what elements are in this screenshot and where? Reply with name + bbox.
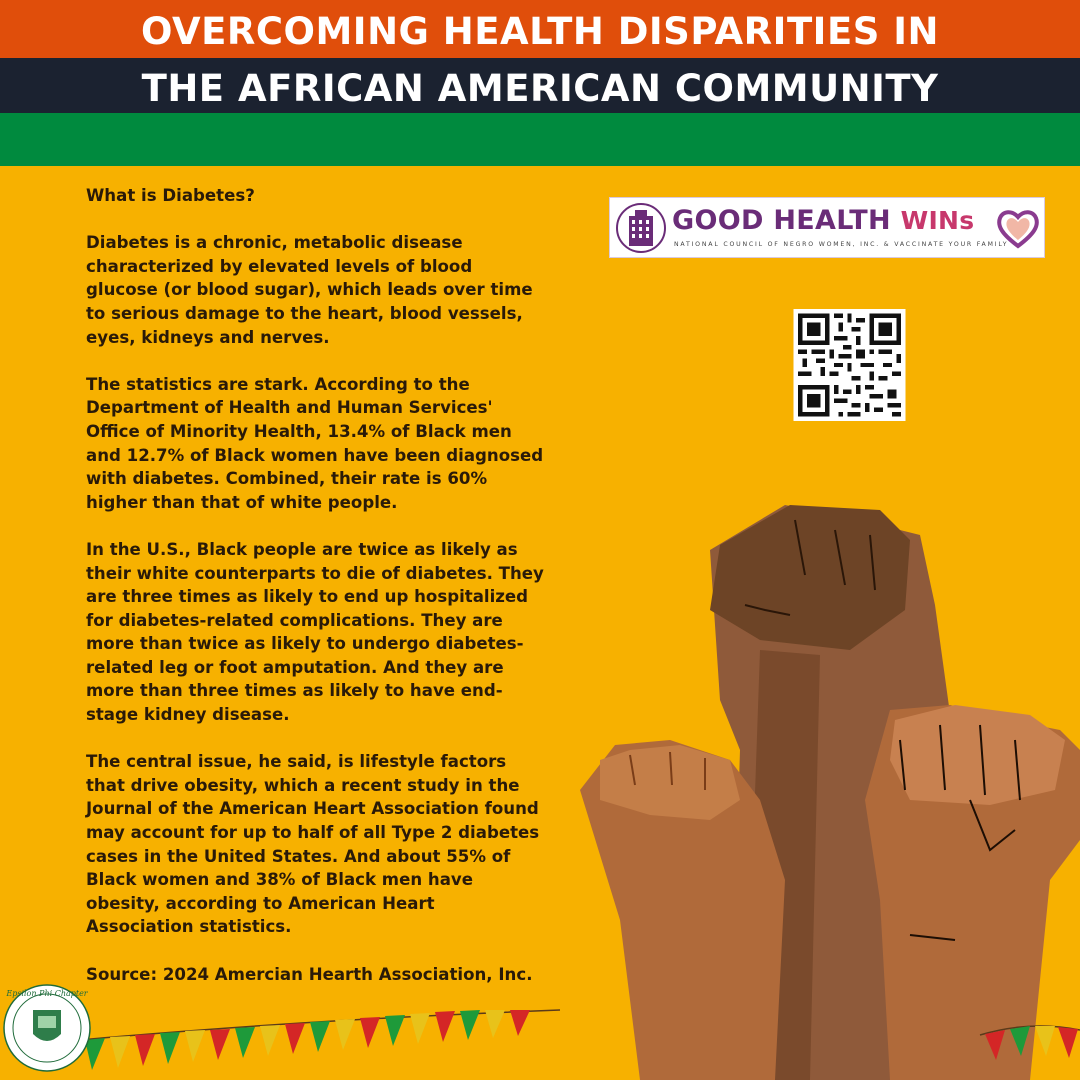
logo-wordmark-main: GOOD HEALTH bbox=[672, 205, 901, 236]
chapter-seal-logo bbox=[3, 984, 91, 1072]
logo-subtitle: NATIONAL COUNCIL OF NEGRO WOMEN, INC. & VACCINATE YOUR FAMILY bbox=[674, 241, 1009, 248]
logo-wordmark bbox=[672, 205, 974, 236]
source-citation: Source: 2024 Amercian Hearth Association, Inc. bbox=[86, 964, 533, 984]
qr-code[interactable] bbox=[792, 309, 907, 421]
raised-fists-illustration bbox=[560, 500, 1080, 1080]
svg-text:Epsilon Phi Chapter: Epsilon Phi Chapter bbox=[6, 989, 88, 998]
good-health-wins-logo bbox=[609, 197, 1045, 258]
paragraph-definition: Diabetes is a chronic, metabolic disease characterized by elevated levels of blood glucose (or blood sugar), which leads over time to serious damage to the heart, blood vessels, eyes, kidneys and nerves. bbox=[86, 233, 533, 347]
article-body bbox=[86, 184, 546, 986]
header-band-green bbox=[0, 113, 1080, 166]
paragraph-risks: In the U.S., Black people are twice as likely as their white counterparts to die of diabetes. They are three times as likely to end up hospitalized for diabetes-related complications. They are more than twice as likely to undergo diabetes-related leg or foot amputation. And they are more than three times as likely to have end-stage kidney disease. bbox=[86, 539, 544, 725]
page-title-line-1: OVERCOMING HEALTH DISPARITIES IN bbox=[141, 10, 939, 53]
logo-wordmark-accent: WINs bbox=[900, 206, 975, 235]
building-emblem-icon bbox=[615, 202, 667, 254]
article-heading: What is Diabetes? bbox=[86, 186, 255, 205]
paragraph-obesity: The central issue, he said, is lifestyle factors that drive obesity, which a recent study in the Journal of the American Heart Association found may account for up to half of all Type 2 diabetes cases in the United States. And about 55% of Black women and 38% of Black men have obesity, according to American Heart Association statistics. bbox=[86, 752, 540, 937]
paragraph-statistics: The statistics are stark. According to the Department of Health and Human Services' Office of Minority Health, 13.4% of Black men and 12.7% of Black women have been diagnosed with diabetes. Combined, their rate is 60% higher than that of white people. bbox=[86, 374, 544, 512]
bunting-decoration bbox=[0, 1000, 1080, 1080]
heart-icon bbox=[994, 204, 1042, 252]
page-title-line-2: THE AFRICAN AMERICAN COMMUNITY bbox=[141, 67, 939, 110]
